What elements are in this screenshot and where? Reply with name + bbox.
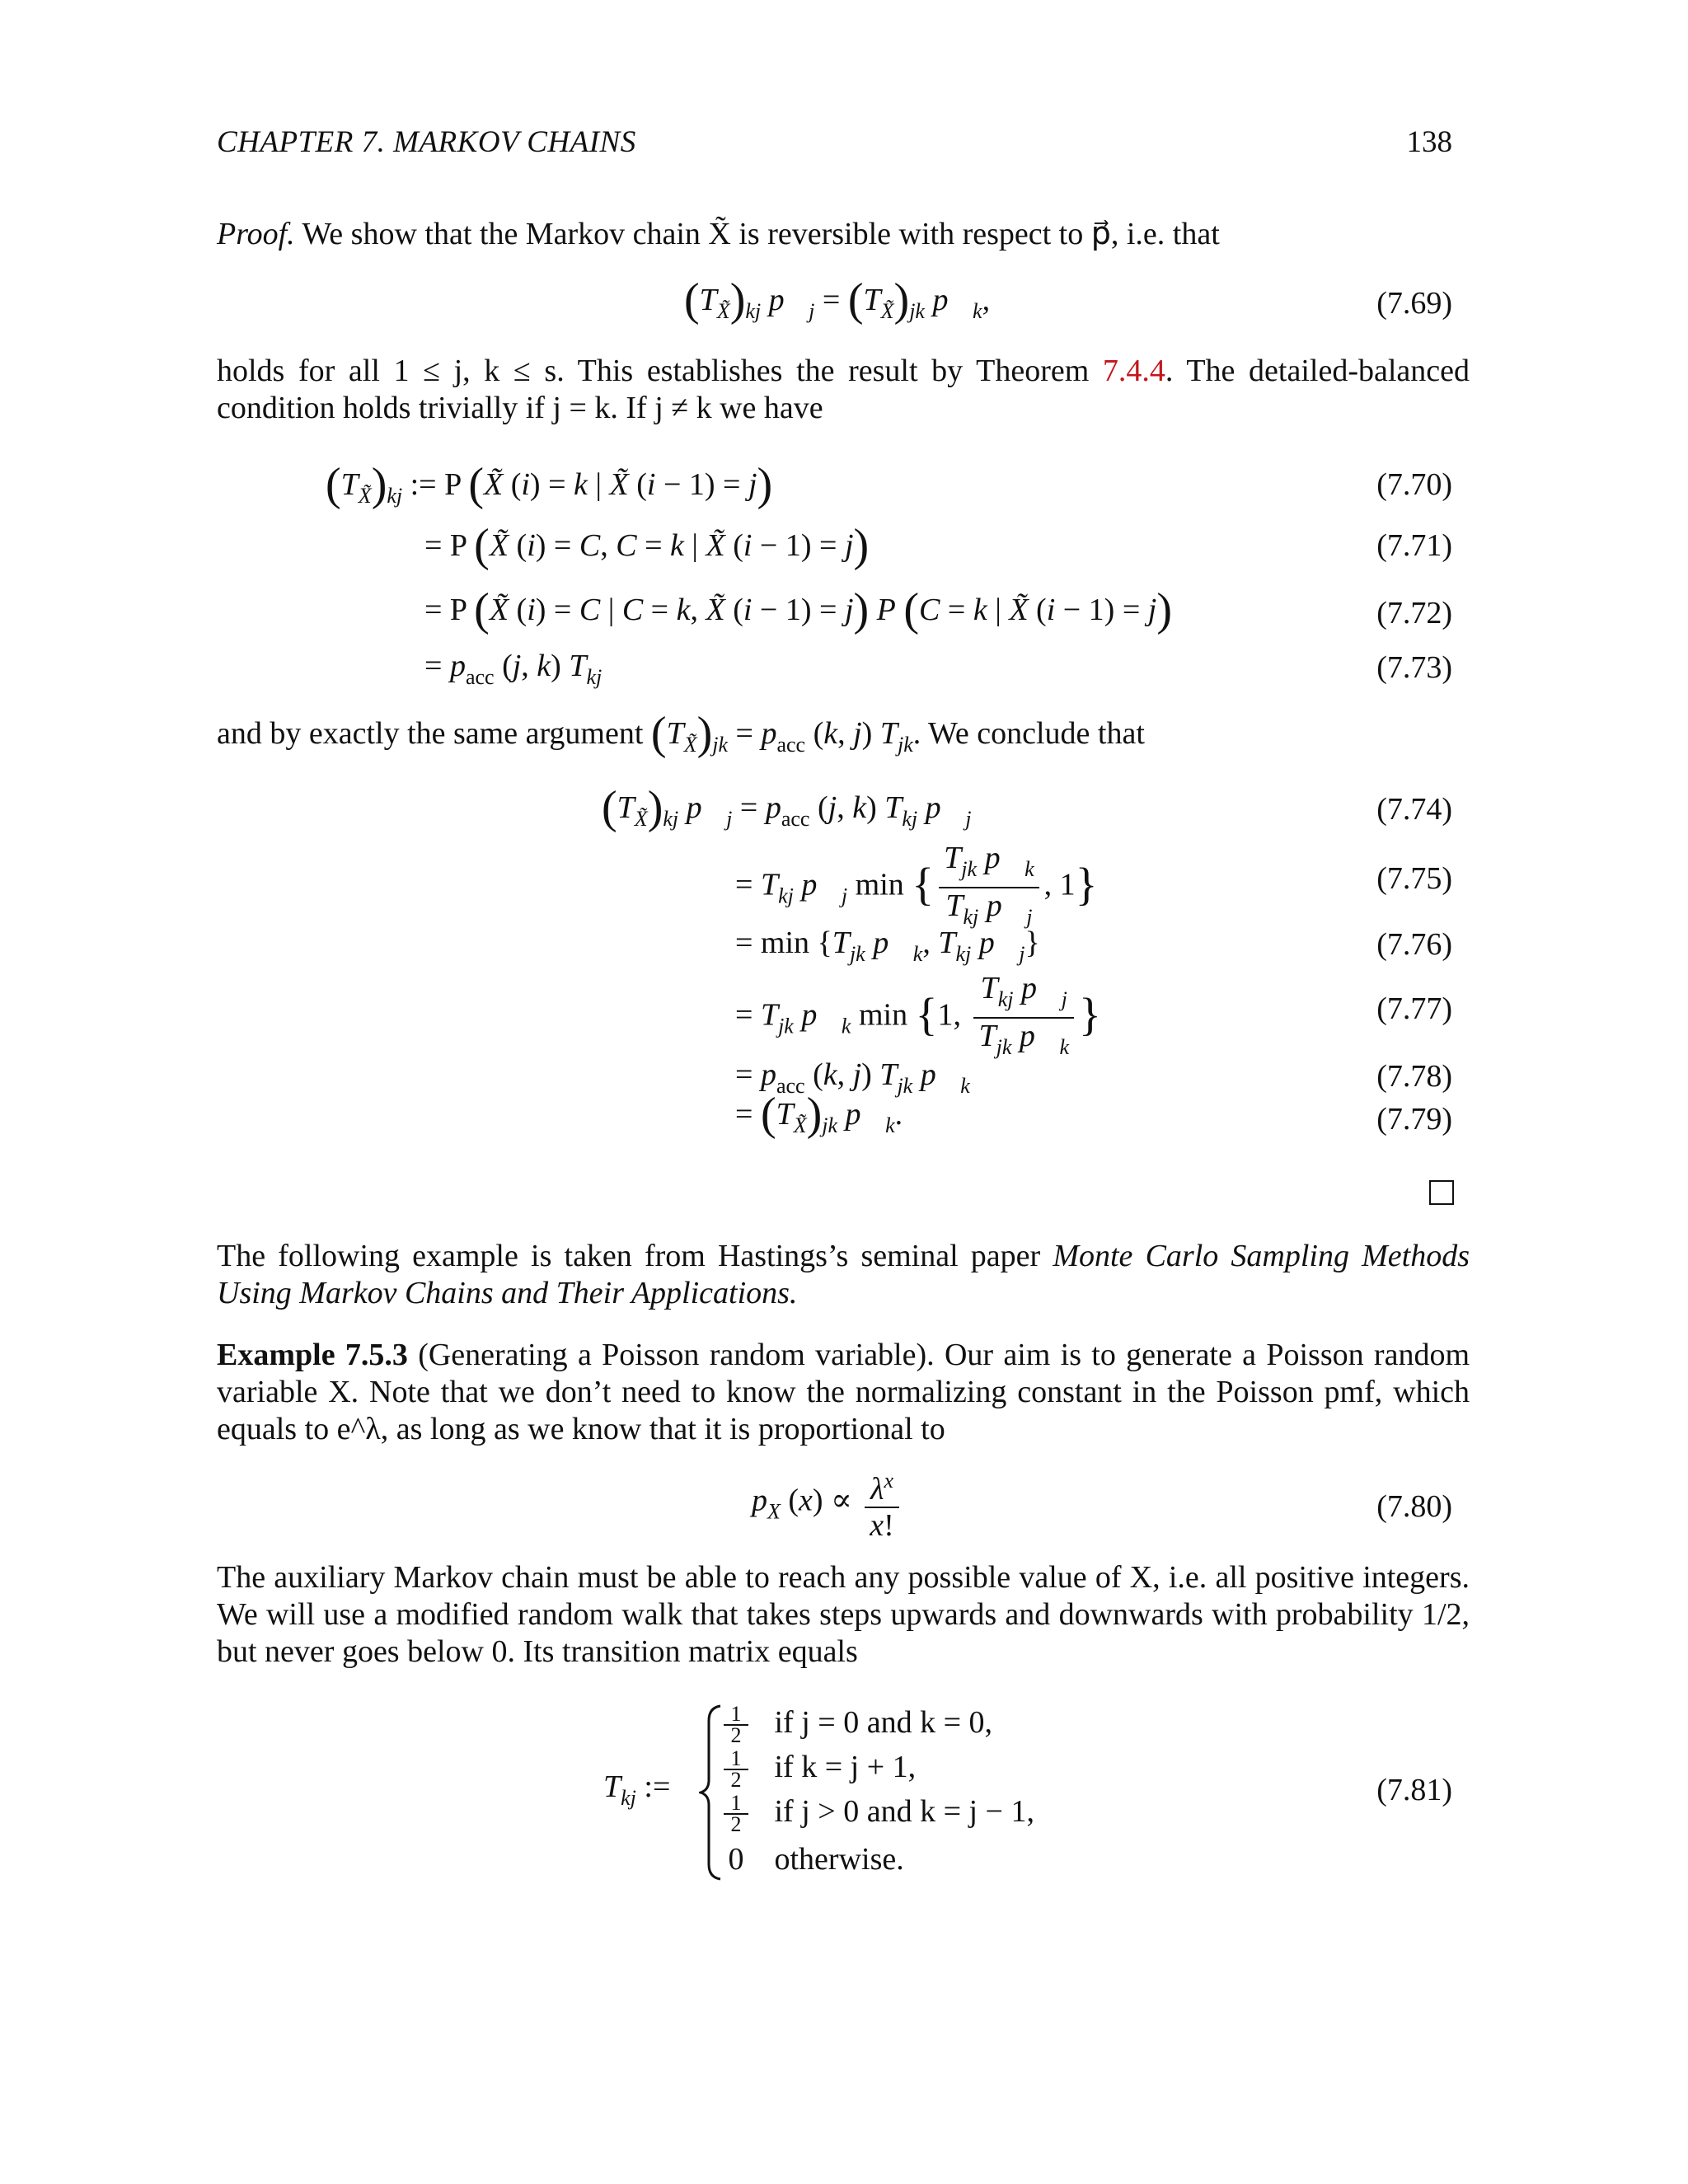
example-paragraph <box>217 1337 1470 1448</box>
example-intro <box>217 1238 1470 1312</box>
equation-780: $p_X$ (x) ∝ $\frac{\lambda^x}{x!}$ <box>752 1464 904 1543</box>
equation-775: = $T_{kj}$ $p⃗_j$ min { $\frac{T_{jk} p⃗_k}{T_{kj} p⃗_j}$ , 1} <box>735 841 1098 929</box>
equation-772: = P (X̃ (i) = C | C = k, X̃ (i − 1) = j) P (C = k | X̃ (i − 1) = j) <box>424 584 1172 635</box>
paper-title: Monte Carlo Sampling Methods Using Markov Chains and Their Applications. <box>217 1239 1470 1310</box>
equation-770: $(T_{X̃})_{kj}$ := P (X̃ (i) = k | X̃ (i − 1) = j) <box>326 459 773 510</box>
proof-between: and by exactly the same argument $(T_{X̃})_{jk} = p_{acc}$ (k, j) $T_{jk}$. We conclude that <box>217 708 1145 759</box>
equation-778: = $p_{acc}$ (k, j) $T_{jk}$ $p⃗_k$ <box>735 1057 970 1098</box>
case-row-4 <box>724 1841 904 1877</box>
equation-number: (7.70) <box>1376 467 1452 502</box>
equation-number: (7.73) <box>1376 650 1452 685</box>
theorem-link[interactable]: 7.4.4 <box>1102 354 1165 388</box>
equation-776: = $\min \{T_{jk}$ $p⃗_k$, $T_{kj}$ $p⃗_j$} <box>735 926 1040 966</box>
equation-number: (7.69) <box>1376 286 1452 321</box>
example-text: Our aim is to generate a Poisson random variable X. Note that we don’t need to know the normalizing constant in the Poisson pmf, which equals to e^λ, as long as we know that it is proportional to <box>217 1338 1470 1446</box>
case-condition-4: otherwise. <box>774 1842 904 1877</box>
example-intro-text: The following example is taken from Hastings’s seminal paper <box>217 1239 1041 1273</box>
equation-number: (7.79) <box>1376 1102 1452 1137</box>
equation-number: (7.71) <box>1376 528 1452 563</box>
equation-number: (7.80) <box>1376 1489 1452 1524</box>
equation-number: (7.76) <box>1376 927 1452 962</box>
case-row-2 <box>724 1746 917 1793</box>
equation-number: (7.74) <box>1376 792 1452 827</box>
case-condition-2: if k = j + 1, <box>774 1750 917 1784</box>
equation-781-lhs: $T_{kj}$ := <box>603 1769 671 1810</box>
proof-intro <box>217 216 1470 253</box>
proof-text-2: holds for all 1 ≤ j, k ≤ s. This establishes the result by Theorem <box>217 354 1090 388</box>
case-value-4: 0 <box>728 1842 744 1877</box>
equation-number: (7.78) <box>1376 1059 1452 1094</box>
equation-number: (7.72) <box>1376 596 1452 630</box>
cases-brace-icon <box>699 1704 724 1881</box>
proof-text: We show that the Markov chain X̃ is reversible with respect to p⃗, i.e. that <box>302 217 1220 251</box>
equation-773: = $p_{acc}$ (j, k) $T_{kj}$ <box>424 649 603 689</box>
equation-777: = $T_{jk}$ $p⃗_k$ min {1, $\frac{T_{kj} p⃗_j}{T_{jk} p⃗_k}$ } <box>735 971 1101 1059</box>
case-row-3 <box>724 1793 1034 1835</box>
auxiliary-paragraph: The auxiliary Markov chain must be able to reach any possible value of X, i.e. all positive integers. We will use a modified random walk that takes steps upwards and downwards with probability 1/2, but never goes below 0. Its transition matrix equals <box>217 1560 1470 1669</box>
proof-text-3: . The detailed-balanced condition holds trivially if j = k. If j ≠ k we have <box>217 354 1470 425</box>
one-half-fraction: $\frac{1}{2}$ <box>724 1793 748 1835</box>
equation-number: (7.77) <box>1376 991 1452 1026</box>
equation-779: = $(T_{X̃})_{jk}$ $p⃗_k$. <box>735 1089 903 1140</box>
equation-number: (7.81) <box>1376 1773 1452 1807</box>
case-row-1 <box>724 1704 992 1746</box>
proof-label: Proof. <box>217 217 295 251</box>
one-half-fraction: $\frac{1}{2}$ <box>724 1704 748 1746</box>
proof-paragraph-2 <box>217 353 1470 427</box>
equation-771: = P (X̃ (i) = C, C = k | X̃ (i − 1) = j) <box>424 520 870 571</box>
equation-number: (7.75) <box>1376 861 1452 896</box>
running-header: CHAPTER 7. MARKOV CHAINS <box>217 125 636 159</box>
example-title: (Generating a Poisson random variable). <box>418 1338 935 1372</box>
example-label: Example 7.5.3 <box>217 1338 408 1372</box>
page-number: 138 <box>1406 125 1452 159</box>
equation-774: $(T_{X̃})_{kj}$ $p⃗_j = p_{acc}$ (j, k) $T_{kj}$ $p⃗_j$ <box>602 782 972 833</box>
qed-square-icon <box>1429 1180 1454 1205</box>
one-half-fraction: $\frac{1}{2}$ <box>724 1749 748 1790</box>
proof-between-text: and by exactly the same argument <box>217 716 644 751</box>
equation-769: $(T_{X̃})_{kj}$ $p⃗_j = (T_{X̃})_{jk}$ $p⃗_k$, <box>684 274 991 326</box>
case-condition-3: if j > 0 and k = j − 1, <box>774 1794 1034 1829</box>
case-condition-1: if j = 0 and k = 0, <box>774 1705 992 1740</box>
